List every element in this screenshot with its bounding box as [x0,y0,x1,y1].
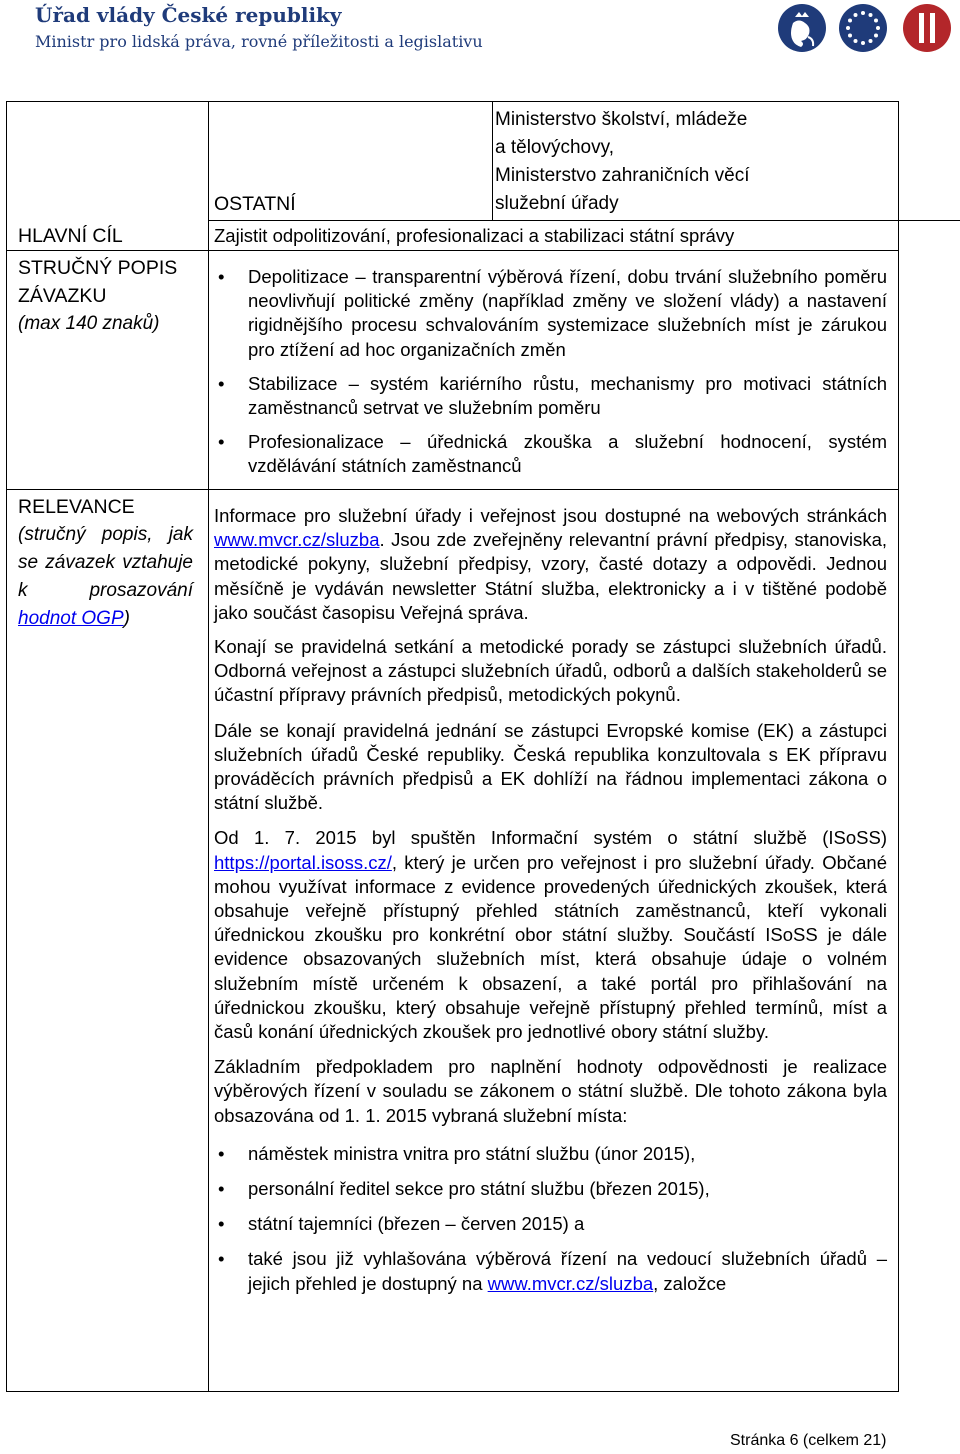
czech-lion-emblem-icon [777,3,827,53]
list-item: • státní tajemníci (březen – červen 2015) a [214,1212,887,1236]
row-divider [7,489,898,490]
category-label: OSTATNÍ [214,193,296,215]
relevance-paragraph: Dále se konají pravidelná jednání se zástupci Evropské komise (EK) a zástupci služebních úřadů České republiky. Česká republika konzultovala s EK přípravu prováděcích právních předpisů a EK dohlíží na řádnou implementaci zákona o státní službě. [214,719,887,814]
government-emblem-icon [902,3,952,53]
bullet-icon: • [218,372,225,394]
column-divider [208,102,209,1391]
description-bullets [214,265,887,479]
bullet-text: Depolitizace – transparentní výběrová řízení, dobu trvání služebního poměru neovlivňují politické změny (například změny ve složení vlády) a nastavení rigidnějšího procesu schvalováním systemizace služebních míst je zárukou pro ztížení ad hoc organizačních změn [248,266,887,360]
row-divider [7,250,898,251]
mvcr-sluzba-link[interactable]: www.mvcr.cz/sluzba [487,1272,654,1294]
page-number: Stránka 6 (celkem 21) [730,1432,887,1449]
isoss-portal-link[interactable]: https://portal.isoss.cz/ [214,851,392,873]
row-divider [208,220,960,221]
bullet-icon: • [218,1178,225,1200]
positions-list [214,1142,887,1296]
description-label-line: STRUČNÝ POPIS [18,257,178,279]
institution-line: Ministerstvo školství, mládeže [495,109,748,130]
bullet-icon: • [218,266,225,287]
bullet-icon: • [218,431,225,453]
description-label [18,254,198,338]
bullet-item [214,265,887,362]
institution-line: a tělovýchovy, [495,137,614,158]
goal-value: Zajistit odpolitizování, profesionalizaci a stabilizaci státní správy [214,225,735,246]
bullet-icon: • [218,1213,225,1235]
bullet-icon: • [218,1142,225,1164]
eu-stars-emblem-icon [838,3,888,53]
list-item: • náměstek ministra vnitra pro státní službu (únor 2015), [214,1142,887,1166]
header-subtitle: Ministr pro lidská práva, rovné příležitosti a legislativu [35,32,483,51]
bullet-text: Profesionalizace – úřednická zkouška a služební hodnocení, systém vzdělávání státních zaměstnanců [248,431,887,477]
list-item: • personální ředitel sekce pro státní službu (březen 2015), [214,1177,887,1201]
relevance-paragraph: Informace pro služební úřady i veřejnost jsou dostupné na webových stránkách www.mvcr.cz/sluzba. Jsou zde zveřejněny relevantní právní předpisy, stanoviska, metodické pokyny, služební předpisy, vzory, časté dotazy a odpovědi. Jednou měsíčně je vydáván newsletter Státní služba, elektronicky a i v tištěné podobě jako součást časopisu Veřejná správa. [214,505,887,623]
relevance-label-title: RELEVANCE [18,496,135,518]
relevance-label-note: (stručný popis, jak se závazek vztahuje k prosazování hodnot OGP) [18,524,193,629]
description-label-line: ZÁVAZKU [18,285,107,307]
column-divider [492,102,493,220]
bullet-item [214,430,887,478]
bullet-icon: • [218,1248,225,1270]
relevance-content [214,504,887,1296]
institution-line: služební úřady [495,193,619,214]
commitment-table [6,101,899,1392]
relevance-label [18,493,193,633]
institutions-cell [495,106,895,218]
page-header [0,0,960,62]
relevance-paragraph: Základním předpokladem pro naplnění hodnoty odpovědnosti je realizace výběrových řízení v souladu se zákonem o státní službě. Dle tohoto zákona byla obsazována od 1. 1. 2015 vybraná služební místa: [214,1056,887,1126]
header-title: Úřad vlády České republiky [35,3,342,27]
bullet-item [214,372,887,420]
relevance-paragraph: Konají se pravidelná setkání a metodické porady se zástupci služebních úřadů. Odborná veřejnost a zástupci služebních úřadů, odborů a dalších stakeholderů se účastní přípravy právních předpisů, metodických pokynů. [214,636,887,706]
bullet-text: Stabilizace – systém kariérního růstu, mechanismy pro motivaci státních zaměstnanců setrvat ve služebním poměru [248,372,887,419]
description-label-note: (max 140 znaků) [18,313,160,334]
relevance-paragraph: Od 1. 7. 2015 byl spuštěn Informační systém o státní službě (ISoSS) https://portal.isoss.cz/, který je určen pro veřejnost i pro služební úřady. Občané mohou využívat informace z evidence provedených úřednických zkoušek, která obsahuje veřejně přístupný přehled státních zaměstnanců, kteří vykonali úřednickou zkoušku pro konkrétní obor státní služby. Součástí ISoSS je dále evidence obsazovaných služebních míst, která obsahuje údaje o volném služebním místě určeném k obsazení, a také portál pro přihlašování na úřednickou zkoušku, který obsahuje veřejně přístupný přehled termínů, míst a časů konání úřednických zkoušek pro jednotlivé obory státní služby. [214,827,887,1043]
ogp-values-link[interactable]: hodnot OGP [18,608,124,629]
institution-line: Ministerstvo zahraničních věcí [495,165,750,186]
goal-label: HLAVNÍ CÍL [18,225,123,247]
list-item: • také jsou již vyhlašována výběrová řízení na vedoucí služebních úřadů – jejich přehled je dostupný na www.mvcr.cz/sluzba, založce [218,1248,887,1294]
mvcr-sluzba-link[interactable]: www.mvcr.cz/sluzba [214,529,380,551]
